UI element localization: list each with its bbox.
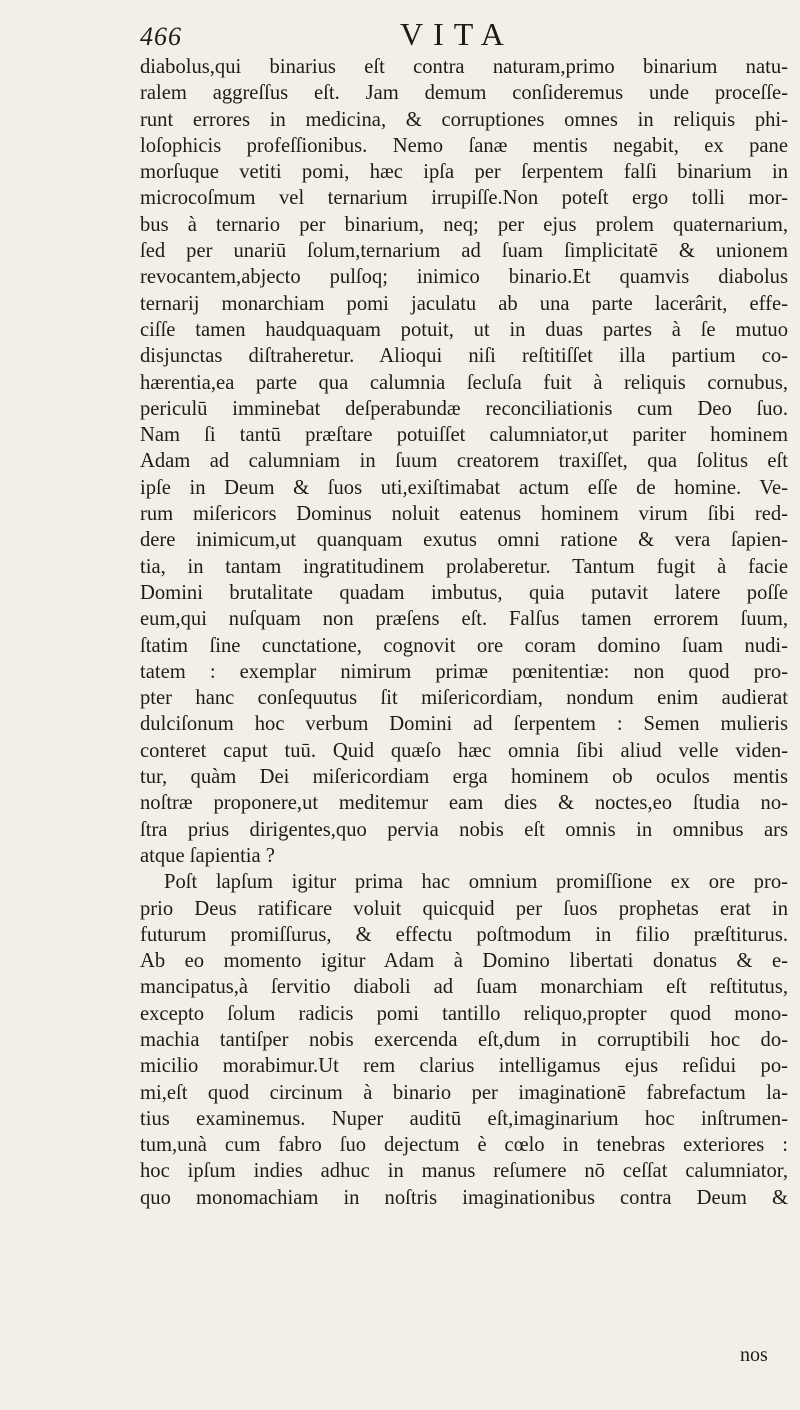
text-line: micilio morabimur.Ut rem clarius intelligamus ejus reſidui po- xyxy=(140,1055,788,1078)
text-line: tius examinemus. Nuper auditū eſt,imaginarium hoc inſtrumen- xyxy=(140,1107,788,1130)
text-line: rum miſericors Dominus noluit eatenus hominem virum ſibi red- xyxy=(140,503,788,526)
text-line: disjunctas diſtraheretur. Alioqui niſi reſtitiſſet illa partium co- xyxy=(140,345,788,368)
text-line: tatem : exemplar nimirum primæ pœnitentiæ: non quod pro- xyxy=(140,660,788,683)
text-line: ſtra prius dirigentes,quo pervia nobis eſt omnis in omnibus ars xyxy=(140,818,788,841)
text-block xyxy=(140,54,788,1211)
text-line: noſtræ proponere,ut meditemur eam dies & noctes,eo ſtudia no- xyxy=(140,792,788,815)
text-line: revocantem,abjecto pulſoq; inimico binario.Et quamvis diabolus xyxy=(140,266,788,289)
text-line: Domini brutalitate quadam imbutus, quia putavit latere poſſe xyxy=(140,581,788,604)
text-line: futurum promiſſurus, & effectu poſtmodum in filio præſtiturus. xyxy=(140,923,788,946)
text-line: pter hanc conſequutus ſit miſericordiam, nondum enim audierat xyxy=(140,687,788,710)
text-line: hoc ipſum indies adhuc in manus reſumere nō ceſſat calumniator, xyxy=(140,1160,788,1183)
text-line: excepto ſolum radicis pomi tantillo reliquo,propter quod mono- xyxy=(140,1002,788,1025)
catchword: nos xyxy=(740,1344,768,1366)
text-line: atque ſapientia ? xyxy=(140,844,275,867)
text-line: mancipatus,à ſervitio diaboli ad ſuam monarchiam eſt reſtitutus, xyxy=(140,976,788,999)
text-line: periculū imminebat deſperabundæ reconciliationis cum Deo ſuo. xyxy=(140,397,788,420)
text-line: hærentia,ea parte qua calumnia ſecluſa fuit à reliquis cornubus, xyxy=(140,371,788,394)
running-head: VITA xyxy=(400,16,514,52)
text-line: Nam ſi tantū præſtare potuiſſet calumniator,ut pariter hominem xyxy=(140,424,788,447)
text-line: quo monomachiam in noſtris imaginationibus contra Deum & xyxy=(140,1186,788,1209)
text-line: bus à ternario per binarium, neq; per ejus prolem quaternarium, xyxy=(140,213,788,236)
text-line: Poſt lapſum igitur prima hac omnium promiſſione ex ore pro- xyxy=(164,871,788,894)
text-line: tia, in tantam ingratitudinem prolaberetur. Tantum fugit à facie xyxy=(140,555,788,578)
text-line: ipſe in Deum & ſuos uti,exiſtimabat actum eſſe de homine. Ve- xyxy=(140,476,788,499)
page-header xyxy=(140,14,780,58)
text-line: ralem aggreſſus eſt. Jam demum conſideremus unde proceſſe- xyxy=(140,82,788,105)
text-line: dere inimicum,ut quanquam exutus omni ratione & vera ſapien- xyxy=(140,529,788,552)
text-line: conteret caput tuū. Quid quæſo hæc omnia ſibi aliud velle viden- xyxy=(140,739,788,762)
text-line: microcoſmum vel ternarium irrupiſſe.Non poteſt ergo tolli mor- xyxy=(140,187,788,210)
text-line: diabolus,qui binarius eſt contra naturam,primo binarium natu- xyxy=(140,56,788,78)
text-line: machia tantiſper nobis exercenda eſt,dum in corruptibili hoc do- xyxy=(140,1028,788,1051)
text-line: dulciſonum hoc verbum Domini ad ſerpentem : Semen mulieris xyxy=(140,713,788,736)
text-line: prio Deus ratificare voluit quicquid per ſuos prophetas erat in xyxy=(140,897,788,920)
text-line: Adam ad calumniam in ſuum creatorem traxiſſet, qua ſolitus eſt xyxy=(140,450,788,473)
page-number: 466 xyxy=(140,22,182,51)
text-line: mi,eſt quod circinum à binario per imaginationē fabrefactum la- xyxy=(140,1081,788,1104)
text-line: loſophicis profeſſionibus. Nemo ſanæ mentis negabit, ex pane xyxy=(140,134,788,157)
text-line: tur, quàm Dei miſericordiam erga hominem ob oculos mentis xyxy=(140,766,788,789)
text-line: ciſſe tamen haudquaquam potuit, ut in duas partes à ſe mutuo xyxy=(140,318,788,341)
text-line: tum,unà cum fabro ſuo dejectum è cœlo in tenebras exteriores : xyxy=(140,1134,788,1157)
text-line: eum,qui nuſquam non præſens eſt. Falſus tamen errorem ſuum, xyxy=(140,608,788,631)
text-line: ſed per unariū ſolum,ternarium ad ſuam ſimplicitatē & unionem xyxy=(140,240,788,263)
text-line: Ab eo momento igitur Adam à Domino libertati donatus & e- xyxy=(140,950,788,973)
text-line: ſtatim ſine cunctatione, cognovit ore coram domino ſuam nudi- xyxy=(140,634,788,657)
text-line: morſuque vetiti pomi, hæc ipſa per ſerpentem falſi binarium in xyxy=(140,161,788,184)
text-line: runt errores in medicina, & corruptiones omnes in reliquis phi- xyxy=(140,108,788,131)
text-line: ternarij monarchiam pomi jaculatu ab una parte lacerârit, effe- xyxy=(140,292,788,315)
